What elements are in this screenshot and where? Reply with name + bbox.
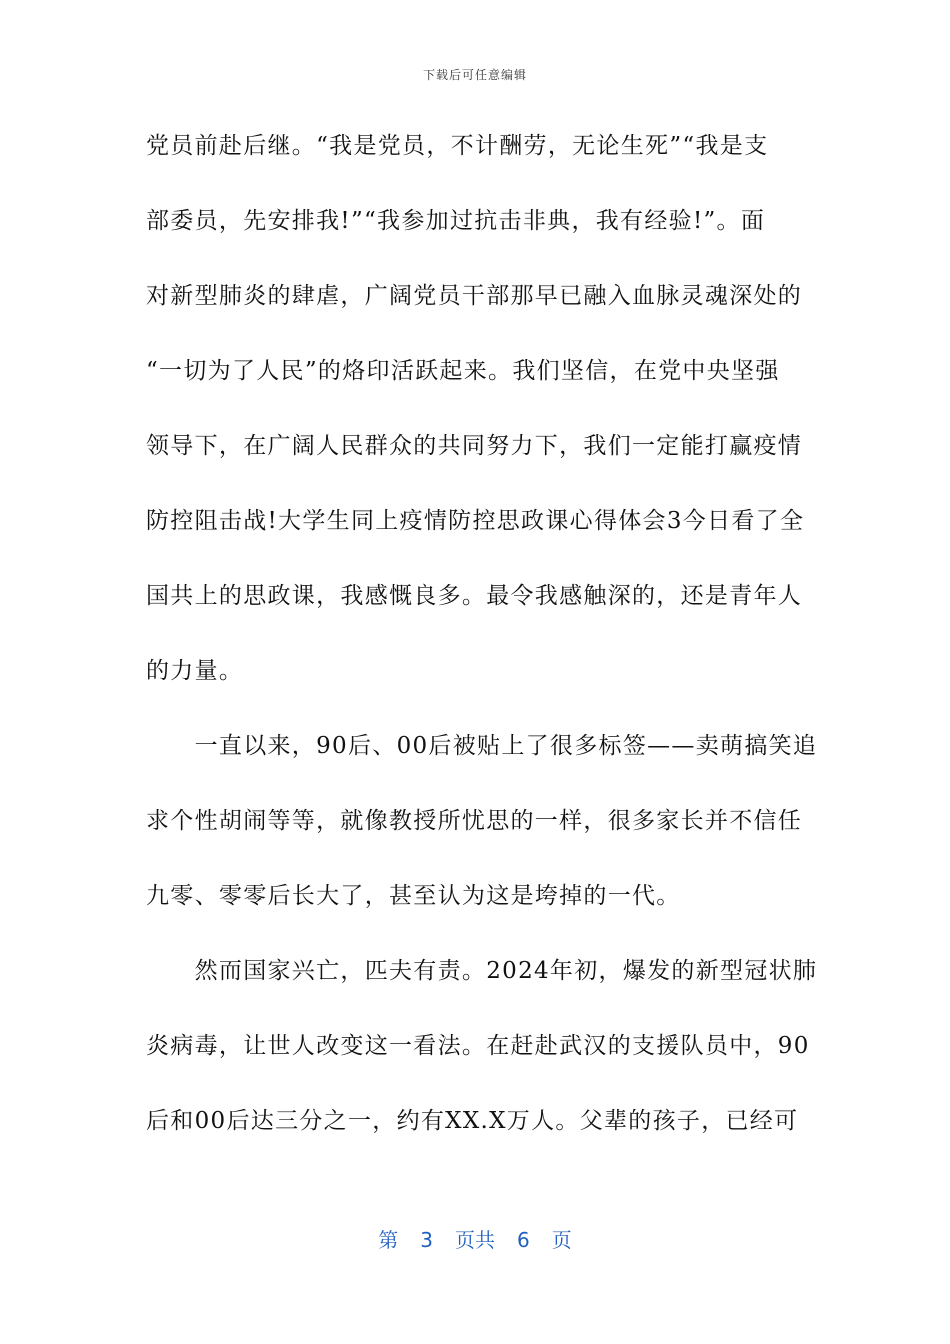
footer-page-end: 页 [551,1228,572,1252]
text-line: 九零、零零后长大了，甚至认为这是垮掉的一代。 [146,883,681,909]
text-line: 领导下，在广阔人民群众的共同努力下，我们一定能打赢疫情 [146,433,803,459]
text-line: 的力量。 [146,658,244,684]
text-line: 防控阻击战!大学生同上疫情防控思政课心得体会3今日看了全 [146,508,805,534]
text-line: 一直以来，90后、00后被贴上了很多标签——卖萌搞笑追 [146,733,818,759]
text-line: 然而国家兴亡，匹夫有责。2024年初，爆发的新型冠状肺 [146,958,818,984]
footer-total-pages: 6 [517,1228,530,1252]
text-line: 对新型肺炎的肆虐，广阔党员干部那早已融入血脉灵魂深处的 [146,283,803,309]
text-line: 炎病毒，让世人改变这一看法。在赶赴武汉的支援队员中，90 [146,1033,810,1059]
page-header: 下载后可任意编辑 [422,68,527,82]
footer-page-of: 页共 [455,1228,495,1252]
text-line: 党员前赴后继。“我是党员，不计酬劳，无论生死”“我是支 [146,133,769,159]
body-text [146,118,818,1168]
text-line: 求个性胡闹等等，就像教授所忧思的一样，很多家长并不信任 [146,808,803,834]
text-line: 国共上的思政课，我感慨良多。最令我感触深的，还是青年人 [146,583,803,609]
footer-page-word: 第 [378,1228,399,1252]
text-line: “一切为了人民”的烙印活跃起来。我们坚信，在党中央坚强 [146,358,780,384]
footer-current-page: 3 [420,1228,433,1252]
page-footer [0,1224,950,1253]
text-line: 部委员，先安排我!”“我参加过抗击非典，我有经验!”。面 [146,208,766,234]
text-line: 后和00后达三分之一，约有XX.X万人。父辈的孩子，已经可 [146,1108,799,1134]
